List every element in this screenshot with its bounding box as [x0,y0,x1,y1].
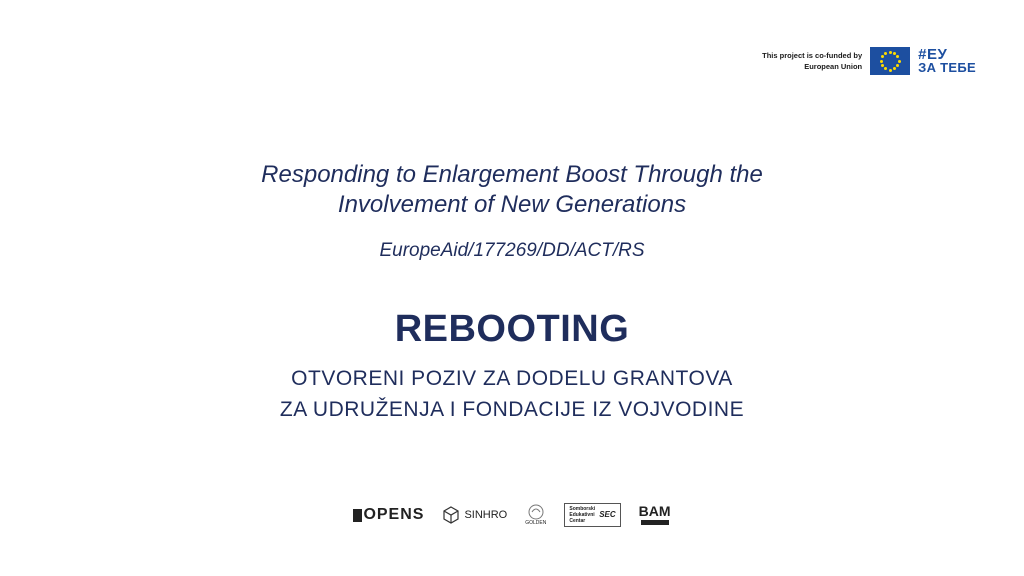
bam-logo-text: BAM [638,503,671,519]
hashtag-line-1: #ЕУ [918,46,948,63]
bam-bar-icon [641,520,669,525]
sec-line-2: Edukativni [569,512,595,518]
golden-logo-text: GOLDEN [525,520,547,526]
eu-hashtag-logo [918,48,976,74]
eu-star-icon [896,55,899,58]
subtitle-line-1: OTVORENI POZIV ZA DODELU GRANTOVA [291,367,733,390]
eu-star-icon [884,67,887,70]
eu-star-icon [889,69,892,72]
sinhro-logo [442,506,507,524]
cofunded-line-1: This project is co-funded by [762,51,863,60]
eu-star-icon [884,52,887,55]
sinhro-logo-text: SINHRO [464,509,508,521]
sec-line-3: Centar [569,518,586,524]
sec-mark: SEC [599,510,616,519]
golden-emblem-icon [527,504,545,520]
sinhro-cube-icon [442,506,460,524]
cofunded-line-2: European Union [804,62,863,71]
europeaid-reference: EuropeAid/177269/DD/ACT/RS [379,240,645,261]
eu-star-icon [898,60,901,63]
eu-star-icon [881,55,884,58]
opens-logo-text: OPENS [363,506,425,523]
project-title-line-2: Involvement of New Generations [337,191,687,218]
subtitle-line-2: ZA UDRUŽENJA I FONDACIJE IZ VOJVODINE [279,398,745,421]
project-title [0,160,1024,220]
eu-flag-icon [870,47,910,75]
project-title-line-1: Responding to Enlargement Boost Through the [261,161,763,188]
eu-star-icon [889,51,892,54]
opens-logo [353,506,424,524]
main-heading: REBOOTING [394,308,630,350]
bam-logo [639,505,671,525]
hashtag-line-2: ЗА ТЕБЕ [918,60,976,75]
eu-star-icon [893,67,896,70]
somborski-edukativni-centar-logo [564,503,620,527]
eu-star-icon [880,60,883,63]
cofunded-text [762,50,862,72]
golden-logo [525,504,546,526]
eu-star-icon [896,64,899,67]
sec-line-1: Somborski [569,506,596,512]
eu-star-icon [881,64,884,67]
opens-mark-icon [353,509,362,522]
partner-logos [0,503,1024,527]
eu-cofunding-badge [762,47,976,75]
